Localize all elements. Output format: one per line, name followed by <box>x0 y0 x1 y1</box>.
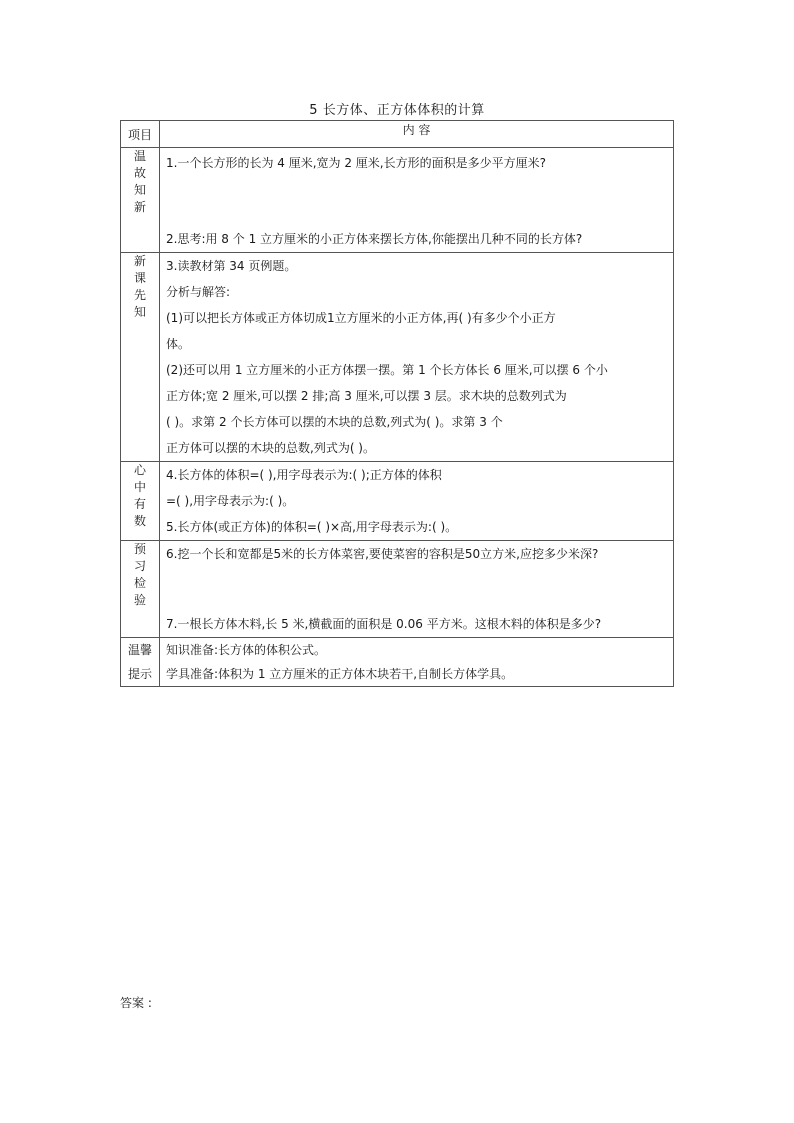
tips-line-1: 知识准备:长方体的体积公式。 <box>166 643 327 657</box>
section-formulas <box>121 462 674 541</box>
section-label-preview: 新课先知 <box>133 254 146 319</box>
worksheet-title: 5 长方体、正方体体积的计算 <box>309 103 485 118</box>
preview-line-2: 分析与解答: <box>166 285 231 299</box>
section-label-tips-2: 提示 <box>127 667 152 681</box>
preview-line-3: (1)可以把长方体或正方体切成1立方厘米的小正方体,再( )有多少个小正方 <box>166 311 556 325</box>
formula-line-1: 4.长方体的体积=( ),用字母表示为:( );正方体的体积 <box>166 468 442 482</box>
section-label-check: 预习检验 <box>133 542 146 607</box>
question-6: 6.挖一个长和宽都是5米的长方体菜窖,要使菜窖的容积是50立方米,应挖多少米深? <box>166 547 599 561</box>
section-label-review: 温故知新 <box>133 149 146 214</box>
question-2: 2.思考:用 8 个 1 立方厘米的小正方体来摆长方体,你能摆出几种不同的长方体? <box>166 232 583 246</box>
preview-line-8: 正方体可以摆的木块的总数,列式为( )。 <box>166 441 375 455</box>
section-preview <box>121 253 674 462</box>
question-1: 1.一个长方形的长为 4 厘米,宽为 2 厘米,长方形的面积是多少平方厘米? <box>166 156 546 170</box>
section-label-formulas: 心中有数 <box>133 463 146 528</box>
formula-line-3: 5.长方体(或正方体)的体积=( )×高,用字母表示为:( )。 <box>166 520 458 534</box>
preview-line-5: (2)还可以用 1 立方厘米的小正方体摆一摆。第 1 个长方体长 6 厘米,可以摆 6 个小 <box>166 363 608 377</box>
section-label-tips-1: 温馨 <box>127 643 152 657</box>
preview-line-4: 体。 <box>166 337 191 351</box>
answer-label: 答案 : <box>120 996 152 1010</box>
section-tips <box>121 638 674 687</box>
question-7: 7.一根长方体木料,长 5 米,横截面的面积是 0.06 平方米。这根木料的体积是多少? <box>166 617 602 631</box>
header-item: 项目 <box>121 121 160 148</box>
worksheet-table <box>120 120 674 687</box>
preview-line-1: 3.读教材第 34 页例题。 <box>166 259 297 273</box>
table-header-row <box>121 121 674 148</box>
section-check <box>121 541 674 638</box>
formula-line-2: =( ),用字母表示为:( )。 <box>166 494 295 508</box>
preview-line-6: 正方体;宽 2 厘米,可以摆 2 排;高 3 厘米,可以摆 3 层。求木块的总数列式为 <box>166 389 567 403</box>
preview-line-7: ( )。求第 2 个长方体可以摆的木块的总数,列式为( )。求第 3 个 <box>166 415 503 429</box>
section-review <box>121 148 674 253</box>
tips-line-2: 学具准备:体积为 1 立方厘米的正方体木块若干,自制长方体学具。 <box>166 667 514 681</box>
header-content: 内 容 <box>160 121 674 148</box>
